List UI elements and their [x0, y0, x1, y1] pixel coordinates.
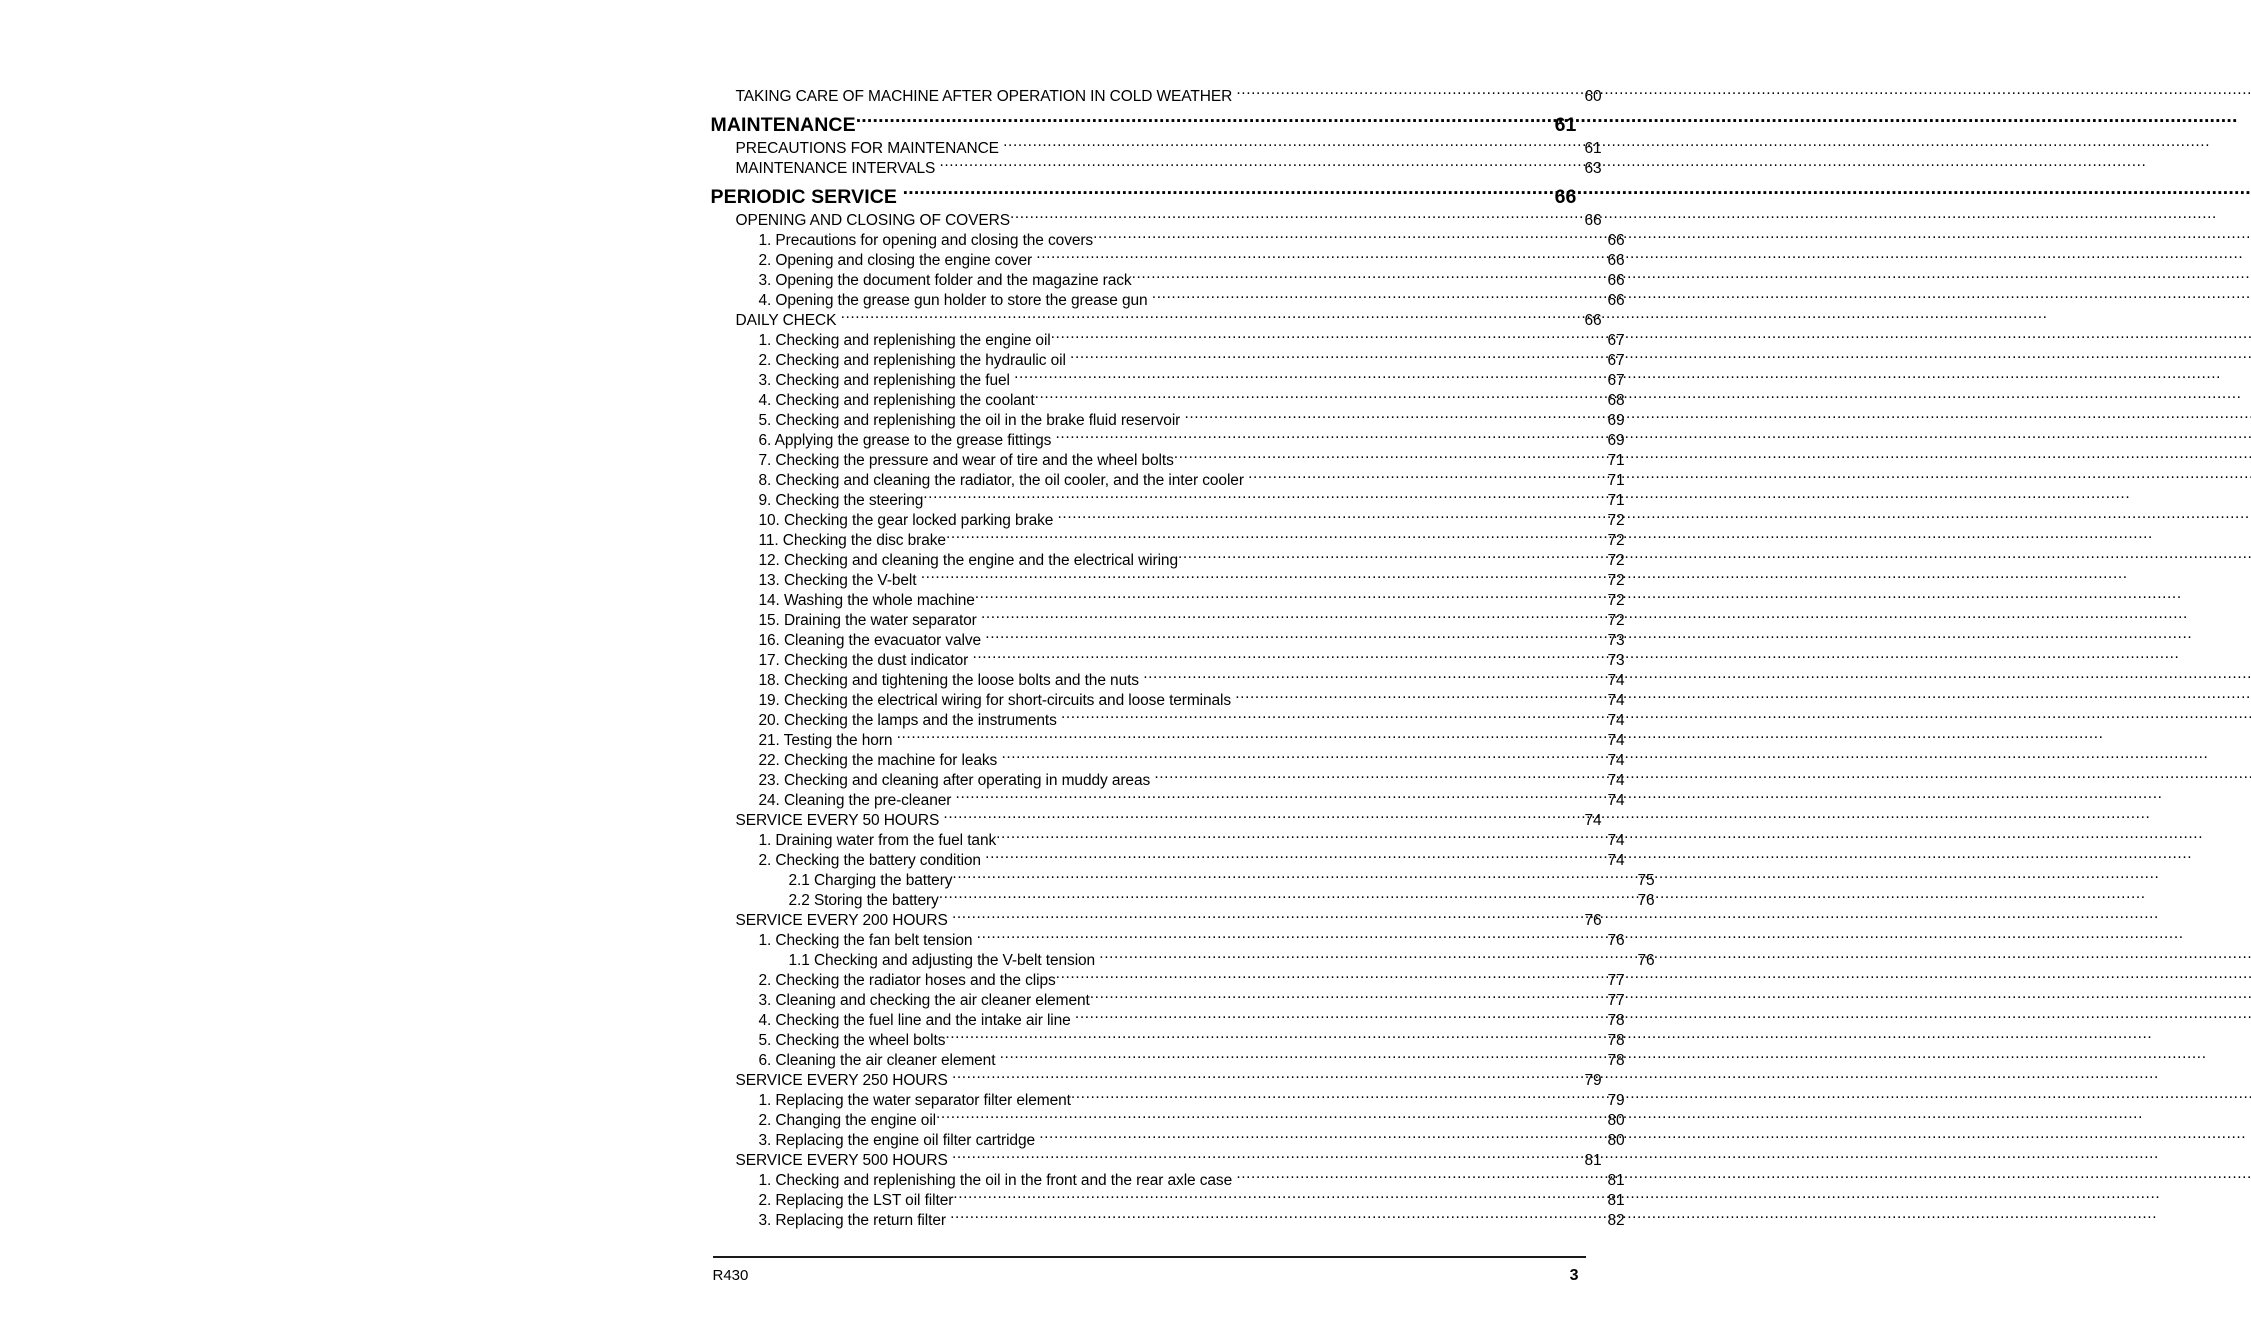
toc-entry-title: 2. Changing the engine oil: [758, 1111, 937, 1129]
toc-dot-leader: [1071, 1089, 1607, 1105]
toc-entry-page-number: 66: [1607, 231, 1625, 249]
toc-entry-title: 20. Checking the lamps and the instruments: [758, 711, 1057, 729]
toc-dot-leader: [1154, 769, 1606, 785]
toc-dot-leader: [1236, 1169, 1606, 1185]
toc-dot-leader: [921, 569, 1607, 585]
toc-entry-title: 2. Checking the battery condition: [758, 851, 981, 869]
toc-entry-title: 13. Checking the V-belt: [758, 571, 917, 589]
toc-entry-title: 2. Checking and replenishing the hydraulic oil: [758, 351, 1066, 369]
toc-entry-title: 17. Checking the dust indicator: [758, 651, 969, 669]
toc-dot-leader: [952, 869, 1636, 885]
toc-entry-page-number: 74: [1607, 831, 1625, 849]
toc-entry-title: 3. Replacing the engine oil filter cartridge: [758, 1131, 1035, 1149]
toc-entry-title: 15. Draining the water separator: [758, 611, 977, 629]
toc-entry-page-number: 81: [1607, 1191, 1625, 1209]
toc-dot-leader: [1035, 389, 1607, 405]
toc-dot-leader: [1152, 289, 1607, 305]
toc-entry-page-number: 72: [1607, 551, 1625, 569]
toc-entry-page-number: 79: [1584, 1071, 1602, 1089]
toc-dot-leader: [952, 909, 1584, 925]
toc-entry-page-number: 71: [1607, 471, 1625, 489]
toc-dot-leader: [1236, 85, 1583, 101]
toc-entry-title: SERVICE EVERY 200 HOURS: [735, 911, 948, 929]
toc-entry-page-number: 74: [1607, 791, 1625, 809]
toc-dot-leader: [856, 111, 1554, 131]
toc-entry-page-number: 60: [1584, 87, 1602, 105]
toc-entry-page-number: 81: [1584, 1151, 1602, 1169]
toc-entry-page-number: 74: [1607, 731, 1625, 749]
toc-entry-page-number: 67: [1607, 371, 1625, 389]
toc-entry-page-number: 67: [1607, 331, 1625, 349]
toc-entry-page-number: 66: [1607, 271, 1625, 289]
toc-entry-page-number: 66: [1584, 211, 1602, 229]
toc-dot-leader: [1014, 369, 1606, 385]
toc-entry-title: 2.2 Storing the battery: [788, 891, 939, 909]
toc-entry-title: 2. Opening and closing the engine cover: [758, 251, 1033, 269]
toc-dot-leader: [939, 157, 1583, 173]
toc-entry-page-number: 72: [1607, 611, 1625, 629]
toc-entry-page-number: 77: [1607, 971, 1625, 989]
toc-entry-title: 3. Replacing the return filter: [758, 1211, 946, 1229]
toc-entry-page-number: 76: [1607, 931, 1625, 949]
toc-entry-title: 1. Checking the fan belt tension: [758, 931, 973, 949]
toc-entry-title: DAILY CHECK: [735, 311, 837, 329]
toc-dot-leader: [1010, 209, 1584, 225]
toc-entry-title: OPENING AND CLOSING OF COVERS: [735, 211, 1010, 229]
toc-entry-page-number: 66: [1554, 185, 1577, 208]
toc-dot-leader: [1058, 509, 1607, 525]
toc-entry-title: 16. Cleaning the evacuator valve: [758, 631, 982, 649]
toc-entry-title: 2. Checking the radiator hoses and the clips: [758, 971, 1056, 989]
toc-dot-leader: [1039, 1129, 1606, 1145]
toc-entry-title: 18. Checking and tightening the loose bolts and the nuts: [758, 671, 1139, 689]
toc-entry-title: 3. Checking and replenishing the fuel: [758, 371, 1010, 389]
toc-entry-page-number: 68: [1607, 391, 1625, 409]
toc-dot-leader: [972, 649, 1606, 665]
toc-entry-page-number: 73: [1607, 651, 1625, 669]
toc-entry-page-number: 74: [1607, 671, 1625, 689]
toc-entry-title: MAINTENANCE: [710, 113, 856, 136]
toc-entry-page-number: 81: [1607, 1171, 1625, 1189]
toc-dot-leader: [1174, 449, 1607, 465]
toc-dot-leader: [1051, 329, 1607, 345]
toc-entry-title: 12. Checking and cleaning the engine and the electrical wiring: [758, 551, 1178, 569]
toc-dot-leader: [953, 1189, 1606, 1205]
toc-dot-leader: [952, 1069, 1584, 1085]
toc-entry-title: 5. Checking and replenishing the oil in the brake fluid reservoir: [758, 411, 1181, 429]
toc-entry-page-number: 80: [1607, 1111, 1625, 1129]
toc-entry-title: PERIODIC SERVICE: [710, 185, 898, 208]
toc-entry-title: 1. Checking and replenishing the oil in the front and the rear axle case: [758, 1171, 1233, 1189]
toc-dot-leader: [903, 183, 1554, 203]
toc-entry-title: 9. Checking the steering: [758, 491, 924, 509]
toc-entry-title: 8. Checking and cleaning the radiator, the oil cooler, and the inter cooler: [758, 471, 1244, 489]
toc-entry-title: 19. Checking the electrical wiring for short-circuits and loose terminals: [758, 691, 1232, 709]
toc-dot-leader: [975, 589, 1607, 605]
toc-entry-page-number: 61: [1584, 139, 1602, 157]
toc-entry-title: 1. Precautions for opening and closing the covers: [758, 231, 1094, 249]
toc-dot-leader: [1132, 269, 1607, 285]
toc-entry-page-number: 74: [1607, 851, 1625, 869]
toc-dot-leader: [923, 489, 1606, 505]
toc-entry-title: 1. Draining water from the fuel tank: [758, 831, 997, 849]
toc-entry-page-number: 66: [1584, 311, 1602, 329]
toc-entry-page-number: 78: [1607, 1011, 1625, 1029]
toc-dot-leader: [985, 629, 1606, 645]
toc-entry-page-number: 67: [1607, 351, 1625, 369]
toc-dot-leader: [977, 929, 1607, 945]
toc-entry-page-number: 72: [1607, 531, 1625, 549]
toc-entry-page-number: 82: [1607, 1211, 1625, 1229]
toc-entry[interactable]: [711, 1209, 1625, 1229]
toc-dot-leader: [981, 609, 1607, 625]
toc-dot-leader: [1056, 429, 1607, 445]
toc-entry-title: 14. Washing the whole machine: [758, 591, 975, 609]
footer-divider: [713, 1256, 1586, 1258]
toc-entry-title: 1.1 Checking and adjusting the V-belt tension: [788, 951, 1096, 969]
toc-entry-title: 23. Checking and cleaning after operating in muddy areas: [758, 771, 1151, 789]
toc-entry-page-number: 76: [1637, 891, 1655, 909]
toc-dot-leader: [943, 809, 1583, 825]
toc-dot-leader: [1143, 669, 1606, 685]
toc-entry-page-number: 78: [1607, 1051, 1625, 1069]
toc-entry-title: 11. Checking the disc brake: [758, 531, 946, 549]
toc-entry-page-number: 74: [1607, 711, 1625, 729]
toc-entry-page-number: 72: [1607, 591, 1625, 609]
toc-entry-title: 22. Checking the machine for leaks: [758, 751, 998, 769]
toc-dot-leader: [946, 529, 1607, 545]
toc-entry-title: 3. Opening the document folder and the magazine rack: [758, 271, 1132, 289]
toc-dot-leader: [996, 829, 1606, 845]
toc-entry-title: 24. Cleaning the pre-cleaner: [758, 791, 952, 809]
toc-entry-page-number: 74: [1607, 691, 1625, 709]
toc-dot-leader: [1001, 749, 1606, 765]
toc-entry-page-number: 73: [1607, 631, 1625, 649]
toc-entry-page-number: 74: [1607, 771, 1625, 789]
toc-dot-leader: [1056, 969, 1607, 985]
toc-entry-title: MAINTENANCE INTERVALS: [735, 159, 936, 177]
toc-dot-leader: [950, 1209, 1606, 1225]
toc-entry-page-number: 77: [1607, 991, 1625, 1009]
page-number: 3: [1569, 1267, 1579, 1284]
footer-row: [713, 1267, 1579, 1285]
toc-entry-title: 1. Replacing the water separator filter element: [758, 1091, 1071, 1109]
toc-entry-title: 4. Checking the fuel line and the intake air line: [758, 1011, 1071, 1029]
toc-entry-page-number: 69: [1607, 431, 1625, 449]
toc-entry-page-number: 69: [1607, 411, 1625, 429]
toc-entry-title: SERVICE EVERY 50 HOURS: [735, 811, 940, 829]
toc-entry-page-number: 78: [1607, 1031, 1625, 1049]
toc-entry-page-number: 63: [1584, 159, 1602, 177]
toc-dot-leader: [1000, 1049, 1607, 1065]
toc-entry-page-number: 74: [1607, 751, 1625, 769]
toc-entry-page-number: 76: [1637, 951, 1655, 969]
toc-entry-page-number: 75: [1637, 871, 1655, 889]
toc-entry-page-number: 80: [1607, 1131, 1625, 1149]
toc-dot-leader: [985, 849, 1606, 865]
toc-entry-title: 3. Cleaning and checking the air cleaner element: [758, 991, 1090, 1009]
toc-entry-title: 1. Checking and replenishing the engine oil: [758, 331, 1051, 349]
toc-dot-leader: [952, 1149, 1584, 1165]
toc-entry-title: 4. Checking and replenishing the coolant: [758, 391, 1035, 409]
page-footer: [713, 1256, 1586, 1302]
toc-entry-title: 5. Checking the wheel bolts: [758, 1031, 946, 1049]
toc-entry-title: 6. Applying the grease to the grease fittings: [758, 431, 1052, 449]
toc-entry-page-number: 66: [1607, 291, 1625, 309]
toc-entry-page-number: 79: [1607, 1091, 1625, 1109]
toc-dot-leader: [1075, 1009, 1607, 1025]
toc-entry-page-number: 72: [1607, 511, 1625, 529]
toc-dot-leader: [945, 1029, 1606, 1045]
toc-entry-page-number: 61: [1554, 113, 1577, 136]
toc-entry-title: 21. Testing the horn: [758, 731, 893, 749]
toc-entry-title: PRECAUTIONS FOR MAINTENANCE: [735, 139, 999, 157]
toc-dot-leader: [1070, 349, 1606, 365]
toc-dot-leader: [1099, 949, 1636, 965]
toc-entry-title: SERVICE EVERY 500 HOURS: [735, 1151, 948, 1169]
toc-entry-title: 10. Checking the gear locked parking brake: [758, 511, 1054, 529]
toc-entry-page-number: 66: [1607, 251, 1625, 269]
toc-dot-leader: [1003, 137, 1583, 153]
toc-entry-page-number: 71: [1607, 491, 1625, 509]
toc-dot-leader: [1093, 229, 1606, 245]
toc-entry-title: 2.1 Charging the battery: [788, 871, 953, 889]
toc-entry-page-number: 71: [1607, 451, 1625, 469]
toc-dot-leader: [1184, 409, 1606, 425]
toc-entry-title: SERVICE EVERY 250 HOURS: [735, 1071, 948, 1089]
toc-entry-title: 7. Checking the pressure and wear of tire and the wheel bolts: [758, 451, 1174, 469]
toc-dot-leader: [1061, 709, 1607, 725]
toc-dot-leader: [1178, 549, 1606, 565]
toc-dot-leader: [1036, 249, 1606, 265]
toc-dot-leader: [897, 729, 1607, 745]
toc-entry-title: 6. Cleaning the air cleaner element: [758, 1051, 996, 1069]
toc-dot-leader: [1235, 689, 1606, 705]
toc-entry-page-number: 72: [1607, 571, 1625, 589]
toc-entry-title: TAKING CARE OF MACHINE AFTER OPERATION IN COLD WEATHER: [735, 87, 1233, 105]
toc-dot-leader: [936, 1109, 1606, 1125]
toc-dot-leader: [841, 309, 1584, 325]
footer-model-label: R430: [712, 1267, 749, 1284]
toc-entry-title: 4. Opening the grease gun holder to store the grease gun: [758, 291, 1148, 309]
toc-dot-leader: [939, 889, 1637, 905]
toc-entry-title: 2. Replacing the LST oil filter: [758, 1191, 954, 1209]
document-page: [614, 0, 1655, 1326]
toc-entry-page-number: 74: [1584, 811, 1602, 829]
toc-entry-page-number: 76: [1584, 911, 1602, 929]
toc-dot-leader: [956, 789, 1607, 805]
table-of-contents: [710, 85, 1655, 1229]
toc-dot-leader: [1090, 989, 1607, 1005]
toc-dot-leader: [1248, 469, 1606, 485]
